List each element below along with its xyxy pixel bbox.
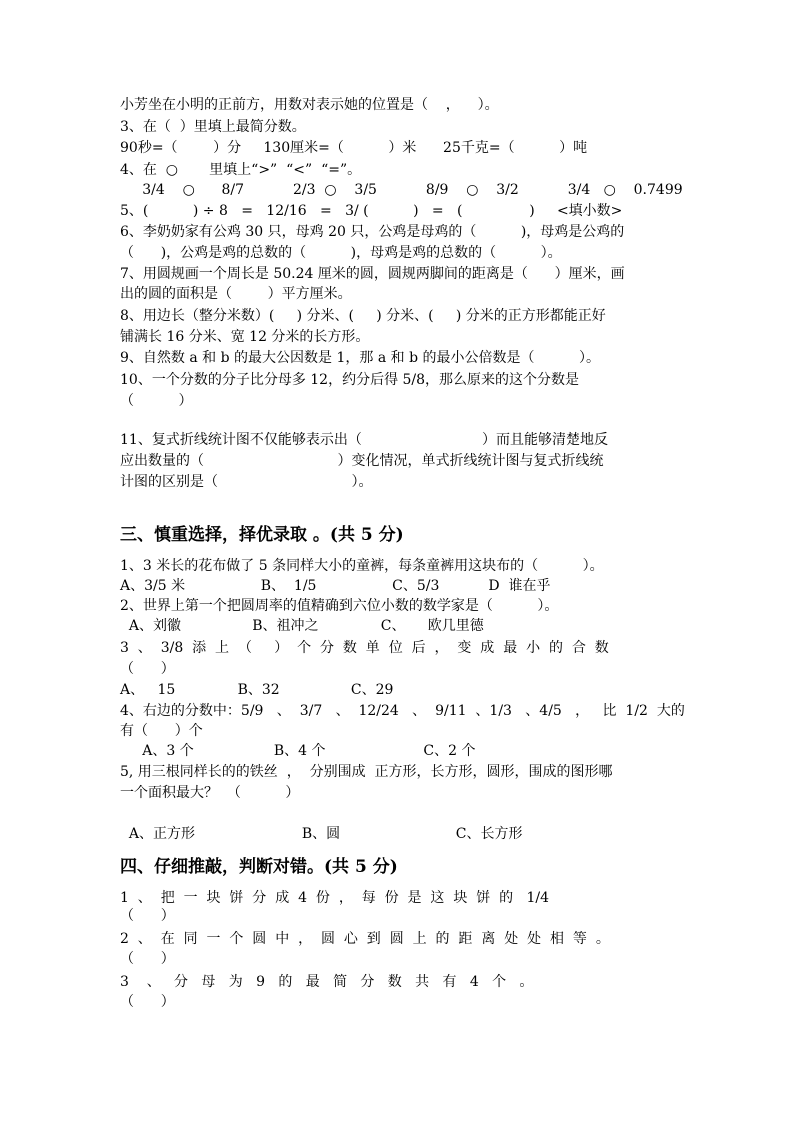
text-line: 5, 用三根同样长的的铁丝 ， 分别围成 正方形，长方形，圆形，围成的图形哪 [120,764,613,780]
text-line: A、3 个 B、4 个 C、2 个 [120,743,476,759]
text-line: 3/4 ○ 8/7 2/3 ○ 3/5 8/9 ○ 3/2 3/4 ○ 0.7499 [120,182,683,198]
text-line: 2、世界上第一个把圆周率的值精确到六位小数的数学家是（ ）。 [120,598,559,614]
text-line: 出的圆的面积是（ ）平方厘米。 [120,286,352,302]
text-line: 3 、 分 母 为 9 的 最 简 分 数 共 有 4 个 。 [120,974,534,990]
text-line: （ ） [120,661,175,677]
text-line: （ ） [120,951,175,967]
text-line: 一个面积最大？ （ ） [120,785,300,801]
text-line: 8、用边长（整分米数）( ) 分米、( ) 分米、( ) 分米的正方形都能正好 [120,308,606,324]
text-line: 4、右边的分数中：5/9 、 3/7 、 12/24 、 9/11 、1/3 、4/5 ， 比 1/2 大的 [120,703,685,719]
text-line: （ ） [120,908,175,924]
text-line: A、正方形 B、圆 C、长方形 [120,826,523,842]
text-line: （ ） [120,994,175,1010]
text-line: 有（ ）个 [120,723,203,739]
text-line: 1、3 米长的花布做了 5 条同样大小的童裤，每条童裤用这块布的（ ）。 [120,558,604,574]
text-line: 9、自然数 a 和 b 的最大公因数是 1，那 a 和 b 的最小公倍数是（ ）。 [120,350,600,366]
text-line: 小芳坐在小明的正前方，用数对表示她的位置是（ ， ）。 [120,97,499,113]
text-line: 5、( ) ÷ 8 = 12/16 = 3/ ( ) = ( ) <填小数> [120,203,623,219]
text-line: 10、一个分数的分子比分母多 12，约分后得 5/8，那么原来的这个分数是 [120,372,580,388]
text-line: A、3/5 米 B、 1/5 C、5/3 D 谁在乎 [120,578,551,594]
text-line: 90秒=（ ）分 130厘米=（ ）米 25千克=（ ）吨 [120,140,588,156]
text-line: A、刘徽 B、祖冲之 C、 欧几里德 [120,618,484,634]
section-heading-choice: 三、慎重选择，择优录取 。(共 5 分) [120,525,404,545]
text-line: （ ） [120,393,193,409]
text-line: 应出数量的（ ）变化情况，单式折线统计图与复式折线统 [120,453,604,469]
text-line: A、 15 B、32 C、29 [120,682,394,698]
text-line: 3、在（ ）里填上最简分数。 [120,119,306,135]
text-line: 11、复式折线统计图不仅能够表示出（ ）而且能够清楚地反 [120,432,608,448]
text-line: 7、用圆规画一个周长是 50.24 厘米的圆，圆规两脚间的距离是（ ）厘米，画 [120,266,625,282]
text-line: 铺满长 16 分米、宽 12 分米的长方形。 [120,329,370,345]
text-line: 2 、 在 同 一 个 圆 中 ， 圆 心 到 圆 上 的 距 离 处 处 相 等 。 [120,931,610,947]
text-line: 4、在 ○ 里填上“>” “<” “=”。 [120,162,362,178]
text-line: 6、李奶奶家有公鸡 30 只，母鸡 20 只，公鸡是母鸡的（ )，母鸡是公鸡的 [120,224,625,240]
text-line: 3 、 3/8 添 上 （ ） 个 分 数 单 位 后 ， 变 成 最 小 的 合 数 [120,640,609,656]
text-line: （ )，公鸡是鸡的总数的（ )，母鸡是鸡的总数的（ ）。 [120,245,562,261]
text-line: 1 、 把 一 块 饼 分 成 4 份 ， 每 份 是 这 块 饼 的 1/4 [120,890,550,906]
text-line: 计图的区别是（ ）。 [120,474,373,490]
section-heading-judge: 四、仔细推敲，判断对错。(共 5 分) [120,857,398,877]
